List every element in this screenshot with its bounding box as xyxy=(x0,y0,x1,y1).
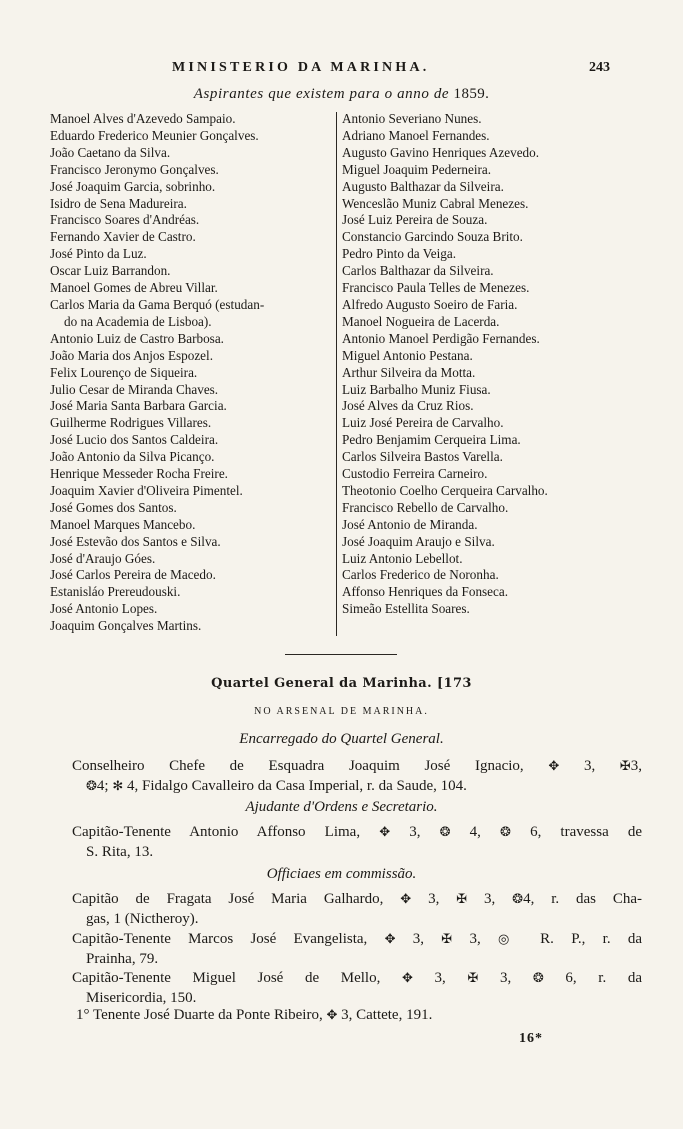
name-entry: Eduardo Frederico Meunier Gonçalves. xyxy=(50,127,259,143)
section-title xyxy=(0,676,683,691)
name-entry: Luiz Antonio Lebellot. xyxy=(342,550,463,566)
entry-text: Conselheiro Chefe de Esquadra Joaquim José Ignacio, xyxy=(72,758,524,774)
name-entry: Pedro Benjamim Cerqueira Lima. xyxy=(342,432,521,448)
name-entry: Carlos Silveira Bastos Varella. xyxy=(342,449,503,465)
name-entry: Francisco Soares d'Andréas. xyxy=(50,212,200,228)
name-entry: Julio Cesar de Miranda Chaves. xyxy=(50,381,219,397)
name-entry: Antonio Manoel Perdigão Fernandes. xyxy=(342,330,540,346)
name-entry: Antonio Luiz de Castro Barbosa. xyxy=(50,330,224,346)
entry-text: 3, xyxy=(434,970,446,986)
section-rule xyxy=(285,654,397,655)
cross-order-icon: ✥ xyxy=(400,892,412,907)
entry-text: Capitão-Tenente Marcos José Evangelista, xyxy=(72,931,368,947)
name-entry: Theotonio Coelho Cerqueira Carvalho. xyxy=(342,482,548,498)
cross-order-icon: ✥ xyxy=(379,825,391,840)
heading-officiaes: Officiaes em commissão. xyxy=(266,866,417,882)
page-title: MINISTERIO DA MARINHA. xyxy=(172,60,430,75)
entry-text: R. P., r. da xyxy=(540,931,643,947)
entry-line: S. Rita, 13. xyxy=(86,843,154,860)
name-entry: José Luiz Pereira de Souza. xyxy=(342,212,488,228)
name-entry: Adriano Manoel Fernandes. xyxy=(342,127,490,143)
entry-line xyxy=(72,890,642,910)
name-entry: João Caetano da Silva. xyxy=(50,144,171,160)
entry-miguel-jose-de-mello xyxy=(72,969,642,1008)
section-title-text: Quartel General da Marinha. xyxy=(211,676,433,691)
name-entry: Manoel Gomes de Abreu Villar. xyxy=(50,280,218,296)
cross-pattee-icon: ✠ xyxy=(619,759,631,774)
entry-text: 3, Cattete, 191. xyxy=(341,1007,433,1023)
name-entry: José Estevão dos Santos e Silva. xyxy=(50,533,221,549)
name-entry: João Maria dos Anjos Espozel. xyxy=(50,347,213,363)
column-divider xyxy=(336,112,337,636)
entry-text: Capitão-Tenente Miguel José de Mello, xyxy=(72,970,381,986)
name-entry: Carlos Balthazar da Silveira. xyxy=(342,263,494,279)
name-entry: Constancio Garcindo Souza Brito. xyxy=(342,229,523,245)
name-entry: Wenceslão Muniz Cabral Menezes. xyxy=(342,195,529,211)
name-entry: José Carlos Pereira de Macedo. xyxy=(50,567,216,583)
entry-joaquim-jose-ignacio xyxy=(72,757,642,796)
name-entry: Isidro de Sena Madureira. xyxy=(50,195,187,211)
left-name-column xyxy=(50,111,335,635)
entry-text: 3, xyxy=(428,891,440,907)
name-entry: Affonso Henriques da Fonseca. xyxy=(342,584,509,600)
entry-text: Capitão de Fragata José Maria Galhardo, xyxy=(72,891,384,907)
name-entry: Manoel Alves d'Azevedo Sampaio. xyxy=(50,111,236,126)
name-entry: Miguel Joaquim Pederneira. xyxy=(342,161,492,177)
name-entry: Estanisláo Prereudouski. xyxy=(50,584,181,600)
entry-text: 3, xyxy=(469,931,481,947)
name-entry: João Antonio da Silva Picanço. xyxy=(50,449,215,465)
name-entry: José Alves da Cruz Rios. xyxy=(342,398,474,414)
section-subtitle: NO ARSENAL DE MARINHA. xyxy=(254,706,429,717)
name-entry: Guilherme Rodrigues Villares. xyxy=(50,415,212,431)
name-entry: Carlos Maria da Gama Berquó (estudan- xyxy=(50,296,265,312)
name-entry: Joaquim Xavier d'Oliveira Pimentel. xyxy=(50,482,243,498)
entry-text: 3, xyxy=(583,758,596,774)
name-entry: Manoel Nogueira de Lacerda. xyxy=(342,313,500,329)
name-entry: José Lucio dos Santos Caldeira. xyxy=(50,432,219,448)
name-entry: José Antonio Lopes. xyxy=(50,601,158,617)
page-number: 243 xyxy=(589,60,610,75)
name-entry: José Joaquim Araujo e Silva. xyxy=(342,533,495,549)
entry-line xyxy=(72,969,642,989)
right-name-column xyxy=(342,111,642,618)
list-heading-year: 1859. xyxy=(453,86,490,102)
name-entry: Luiz Barbalho Muniz Fiusa. xyxy=(342,381,491,397)
entry-text: 6, r. da xyxy=(565,970,643,986)
running-header xyxy=(0,60,683,80)
list-heading xyxy=(0,86,683,103)
name-entry: Antonio Severiano Nunes. xyxy=(342,111,482,126)
name-entry: Carlos Frederico de Noronha. xyxy=(342,567,499,583)
list-heading-text: Aspirantes que existem para o anno de xyxy=(193,86,450,102)
name-entry: Francisco Paula Telles de Menezes. xyxy=(342,280,530,296)
section-number: [173 xyxy=(436,676,472,691)
entry-line xyxy=(72,777,642,797)
printer-signature: 16* xyxy=(519,1031,543,1046)
entry-text: 4, xyxy=(469,824,481,840)
name-entry: José Maria Santa Barbara Garcia. xyxy=(50,398,227,414)
name-entry: José Gomes dos Santos. xyxy=(50,499,177,515)
name-entry: Pedro Pinto da Veiga. xyxy=(342,246,457,262)
entry-jose-duarte-da-ponte-ribeiro xyxy=(76,1006,646,1026)
name-entry: José Antonio de Miranda. xyxy=(342,516,478,532)
star-order-icon: ✻ xyxy=(112,778,124,794)
entry-marcos-jose-evangelista xyxy=(72,930,642,969)
name-entry: Francisco Rebello de Carvalho. xyxy=(342,499,509,515)
name-entry: Francisco Jeronymo Gonçalves. xyxy=(50,161,219,177)
rose-order-icon: ◎ xyxy=(498,932,523,947)
cross-pattee-icon: ✠ xyxy=(456,892,468,907)
entry-text: 4, r. das Cha- xyxy=(523,891,643,907)
entry-line xyxy=(72,823,642,843)
name-entry: Henrique Messeder Rocha Freire. xyxy=(50,466,228,482)
name-entry: Custodio Ferreira Carneiro. xyxy=(342,466,488,482)
name-entry: Augusto Balthazar da Silveira. xyxy=(342,178,504,194)
entry-antonio-affonso-lima xyxy=(72,823,642,862)
name-entry: Felix Lourenço de Siqueira. xyxy=(50,364,198,380)
medal-icon: ❂ xyxy=(86,778,97,794)
name-entry: do na Academia de Lisboa). xyxy=(64,313,212,329)
entry-text: 3, xyxy=(499,970,512,986)
name-entry: Alfredo Augusto Soeiro de Faria. xyxy=(342,296,518,312)
medal-icon: ❂ xyxy=(439,825,451,840)
entry-text: 1° Tenente José Duarte da Ponte Ribeiro, xyxy=(76,1007,323,1023)
name-entry: Arthur Silveira da Motta. xyxy=(342,364,476,380)
name-entry: Joaquim Gonçalves Martins. xyxy=(50,618,202,634)
name-entry: José Pinto da Luz. xyxy=(50,246,147,262)
cross-pattee-icon: ✠ xyxy=(467,971,479,986)
name-entry: Luiz José Pereira de Carvalho. xyxy=(342,415,504,431)
name-entry: Fernando Xavier de Castro. xyxy=(50,229,196,245)
name-entry: Simeão Estellita Soares. xyxy=(342,601,470,617)
name-entry: José Joaquim Garcia, sobrinho. xyxy=(50,178,216,194)
cross-order-icon: ✥ xyxy=(384,932,396,947)
name-entry: José d'Araujo Góes. xyxy=(50,550,156,566)
entry-text: 4, Fidalgo Cavalleiro da Casa Imperial, r. da Saude, 104. xyxy=(126,777,467,794)
entry-line: Misericordia, 150. xyxy=(86,989,197,1006)
entry-text: Capitão-Tenente Antonio Affonso Lima, xyxy=(72,824,361,840)
name-entry: Augusto Gavino Henriques Azevedo. xyxy=(342,144,540,160)
cross-order-icon: ✥ xyxy=(326,1008,338,1023)
entry-text: 3, xyxy=(484,891,496,907)
medal-icon: ❂ xyxy=(532,971,544,986)
entry-line: Prainha, 79. xyxy=(86,950,159,967)
cross-order-icon: ✥ xyxy=(548,759,560,774)
cross-order-icon: ✥ xyxy=(402,971,413,986)
name-entry: Oscar Luiz Barrandon. xyxy=(50,263,171,279)
entry-text: 3, xyxy=(630,758,643,774)
heading-encarregado: Encarregado do Quartel General. xyxy=(239,731,444,747)
name-entry: Manoel Marques Mancebo. xyxy=(50,516,196,532)
entry-line xyxy=(72,757,642,777)
heading-ajudante: Ajudante d'Ordens e Secretario. xyxy=(245,799,438,815)
entry-text: 4; xyxy=(96,777,109,794)
entry-line: gas, 1 (Nictheroy). xyxy=(86,910,199,927)
medal-icon: ❂ xyxy=(512,892,524,907)
entry-text: 3, xyxy=(409,824,421,840)
entry-text: 6, travessa de xyxy=(530,824,643,840)
entry-jose-maria-galhardo xyxy=(72,890,642,929)
entry-line xyxy=(72,930,642,950)
cross-pattee-icon: ✠ xyxy=(441,932,453,947)
medal-icon: ❂ xyxy=(500,825,511,840)
entry-text: 3, xyxy=(412,931,425,947)
name-entry: Miguel Antonio Pestana. xyxy=(342,347,473,363)
